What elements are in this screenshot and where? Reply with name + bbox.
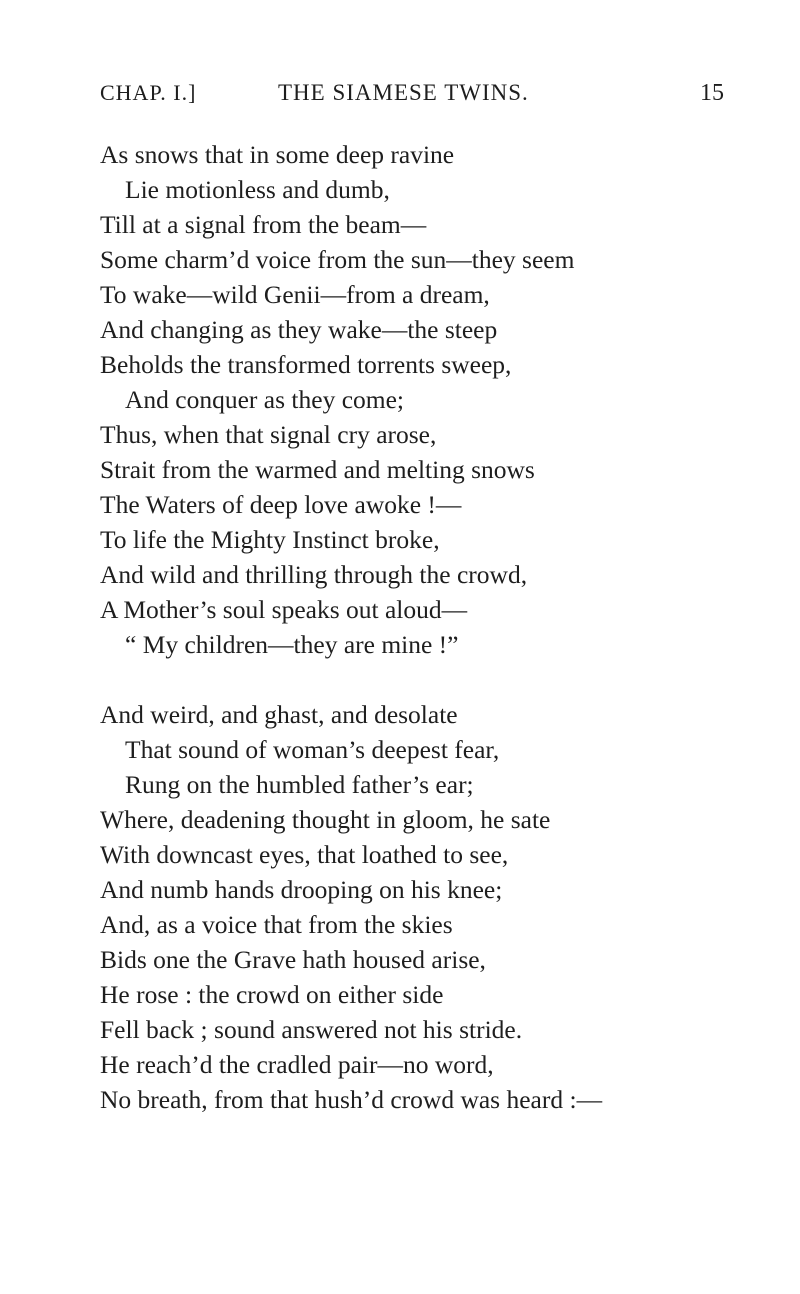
verse-line: And, as a voice that from the skies	[100, 910, 453, 939]
verse-line: And wild and thrilling through the crowd,	[100, 560, 528, 589]
verse-line: As snows that in some deep ravine	[100, 140, 455, 169]
verse-line: He reach’d the cradled pair—no word,	[100, 1050, 494, 1079]
verse-line: And weird, and ghast, and desolate	[100, 700, 458, 729]
verse-line: Some charm’d voice from the sun—they seem	[100, 245, 575, 274]
chapter-reference: CHAP. I.]	[100, 80, 197, 105]
verse-line: The Waters of deep love awoke !—	[100, 490, 462, 519]
running-title: THE SIAMESE TWINS.	[278, 80, 529, 105]
verse-line: To life the Mighty Instinct broke,	[100, 525, 440, 554]
verse-line: And numb hands drooping on his knee;	[100, 875, 503, 904]
verse-line: Fell back ; sound answered not his stride.	[100, 1015, 523, 1044]
verse-line: Till at a signal from the beam—	[100, 210, 427, 239]
running-head	[0, 80, 800, 114]
verse-line: Thus, when that signal cry arose,	[100, 420, 437, 449]
verse-line: He rose : the crowd on either side	[100, 980, 444, 1009]
verse-line: That sound of woman’s deepest fear,	[125, 735, 500, 764]
verse-line: And conquer as they come;	[125, 385, 404, 414]
verse-line: To wake—wild Genii—from a dream,	[100, 280, 490, 309]
verse-line: Strait from the warmed and melting snows	[100, 455, 535, 484]
verse-line: Beholds the transformed torrents sweep,	[100, 350, 512, 379]
verse-line: A Mother’s soul speaks out aloud—	[100, 595, 468, 624]
verse-line: Bids one the Grave hath housed arise,	[100, 945, 486, 974]
page-number: 15	[700, 80, 724, 106]
verse-line: Lie motionless and dumb,	[125, 175, 390, 204]
verse-line: Where, deadening thought in gloom, he sate	[100, 805, 551, 834]
verse-line: “ My children—they are mine !”	[125, 630, 459, 659]
verse-line: And changing as they wake—the steep	[100, 315, 498, 344]
verse-line: Rung on the humbled father’s ear;	[125, 770, 474, 799]
verse-line: With downcast eyes, that loathed to see,	[100, 840, 509, 869]
verse-line: No breath, from that hush’d crowd was heard :—	[100, 1085, 603, 1114]
